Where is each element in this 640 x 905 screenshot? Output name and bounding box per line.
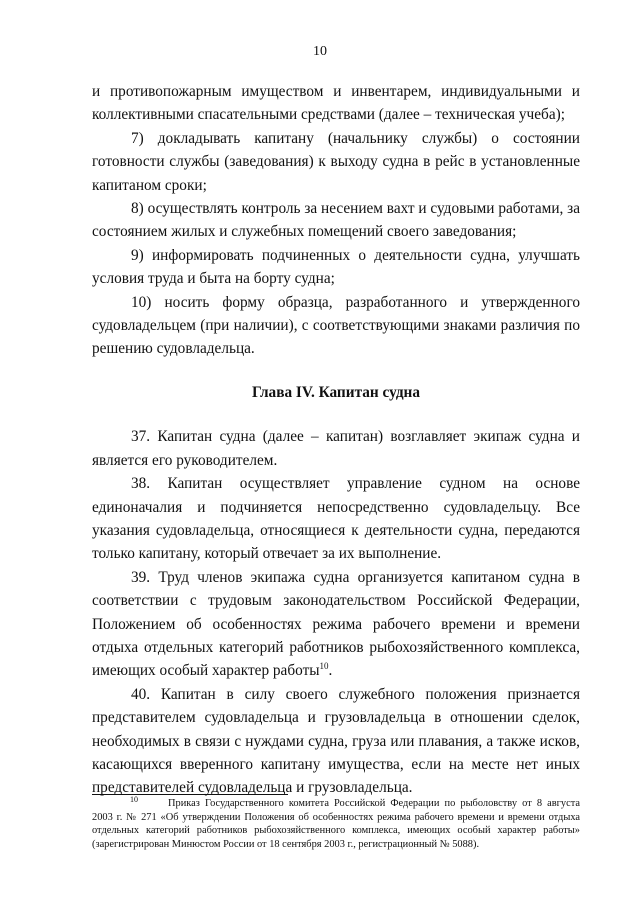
paragraph-37: 37. Капитан судна (далее – капитан) возглавляет экипаж судна и является его руководителем. bbox=[92, 428, 580, 469]
paragraph-40: 40. Капитан в силу своего служебного положения признается представителем судовладельца и грузовладельца в отношении сделок, необходимых в связи с нуждами судна, груза или плавания, а также исков, касающихся вверенного капитану имущества, если на месте нет иных представителей судовладельца и грузовладельца. bbox=[92, 685, 580, 797]
paragraph-39-text: 39. Труд членов экипажа судна организуется капитаном судна в соответствии с трудовым законодательством Российской Федерации, Положением об особенностях режима рабочего времени и времени отдыха отдельных категорий работников рыбохозяйственного комплекса, имеющих особый характер работы bbox=[92, 568, 580, 680]
footnote-text: Приказ Государственного комитета Российской Федерации по рыболовству от 8 августа 2003 г. № 271 «Об утверждении Положения об особенностях режима рабочего времени и времени отдыха отдельных категорий работников рыбохозяйственного комплекса, имеющих особый характер работы» (зарегистрирован Минюстом России от 18 сентября 2003 г., регистрационный № 5088). bbox=[92, 798, 580, 850]
list-item-8: 8) осуществлять контроль за несением вахт и судовыми работами, за состоянием жилых и служебных помещений своего заведования; bbox=[92, 200, 580, 241]
footnote-reference[interactable]: 10 bbox=[319, 661, 329, 672]
body-text bbox=[92, 80, 580, 800]
page-number: 10 bbox=[313, 44, 327, 59]
list-item-9: 9) информировать подчиненных о деятельности судна, улучшать условия труда и быта на борту судна; bbox=[92, 246, 580, 288]
list-item-10: 10) носить форму образца, разработанного и утвержденного судовладельцем (при наличии), с соответствующими знаками различия по решению судовладельца. bbox=[92, 293, 580, 358]
paragraph-38: 38. Капитан осуществляет управление судном на основе единоначалия и подчиняется непосредственно судовладельцу. Все указания судовладельца, относящиеся к деятельности судна, передаются только капитану, который отвечает за их выполнение. bbox=[92, 475, 580, 563]
paragraph-continuation: и противопожарным имуществом и инвентарем, индивидуальными и коллективными спасательными средствами (далее – техническая учеба); bbox=[92, 83, 580, 124]
footnote: 10 Приказ Государственного комитета Российской Федерации по рыболовству от 8 августа 2003 г. № 271 «Об утверждении Положения об особенностях режима рабочего времени и времени отдыха отдельных категорий работников рыбохозяйственного комплекса, имеющих особый характер работы» (зарегистрирован Минюстом России от 18 сентября 2003 г., регистрационный № 5088). bbox=[92, 794, 580, 850]
footnote-separator bbox=[92, 794, 288, 795]
paragraph-39 bbox=[92, 566, 580, 683]
list-item-7: 7) докладывать капитану (начальнику службы) о состоянии готовности службы (заведования) к выходу судна в рейс в установленные капитаном сроки; bbox=[92, 129, 580, 194]
chapter-heading: Глава IV. Капитан судна bbox=[251, 383, 421, 401]
paragraph-39-end: . bbox=[328, 662, 333, 680]
